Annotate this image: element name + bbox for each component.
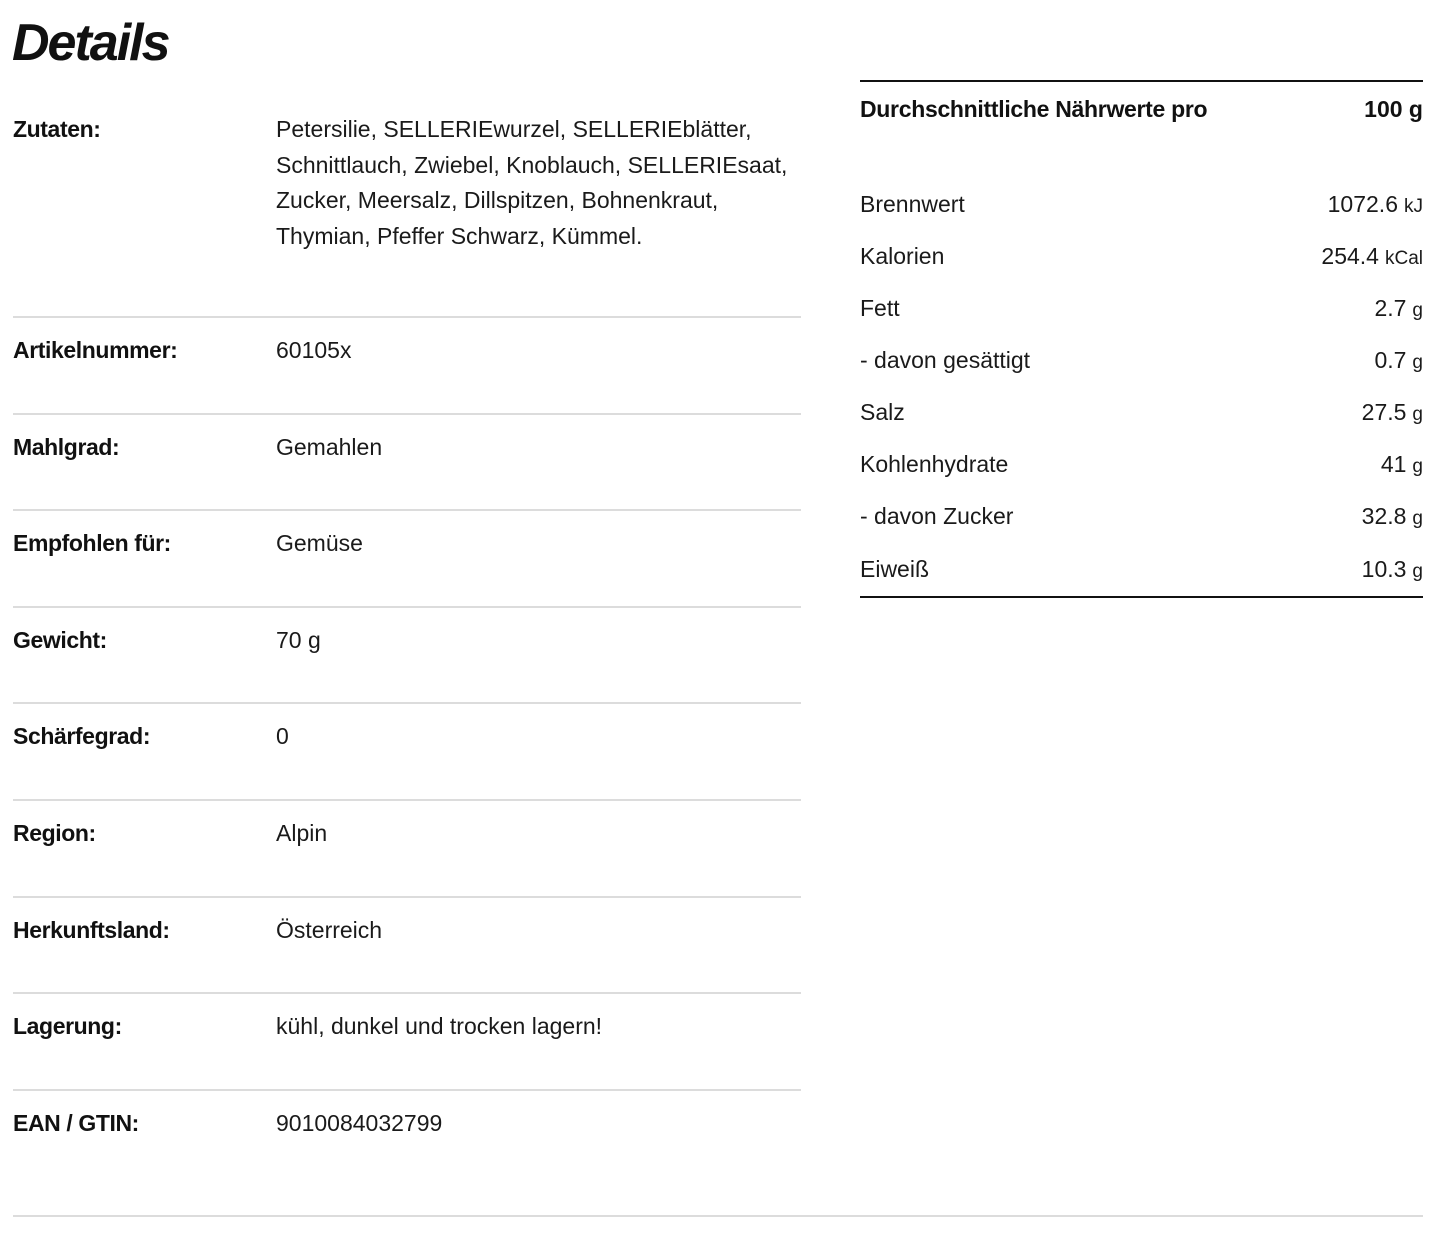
details-row-ean [13,1091,801,1188]
details-label: Artikelnummer: [13,337,178,363]
nutrition-amount: 1072.6 [1327,190,1398,217]
details-label: Region: [13,819,96,846]
nutrition-amount: 254.4 [1321,242,1379,269]
details-label: Herkunftsland: [13,916,170,943]
nutrition-unit: kCal [1384,247,1423,269]
details-value: Österreich [276,916,383,943]
nutrition-value [1362,556,1423,583]
nutrition-label: Brennwert [860,190,965,217]
details-label: EAN / GTIN: [13,1109,139,1136]
nutrition-header-label: Durchschnittliche Nährwerte pro [860,96,1208,122]
details-value: Alpin [276,819,328,846]
nutrition-value [1362,399,1423,426]
nutrition-unit: g [1412,455,1423,477]
details-label: Empfohlen für: [13,530,171,557]
details-table [13,96,801,1187]
nutrition-row-fett [860,282,1423,334]
details-row-herkunftsland [13,898,801,995]
nutrition-amount: 32.8 [1361,502,1407,529]
nutrition-amount: 41 [1380,450,1407,477]
details-value: Gemahlen [276,433,383,460]
nutrition-label: Eiweiß [860,555,930,582]
nutrition-row-salz [860,386,1423,438]
nutrition-label: - davon Zucker [860,502,1014,529]
nutrition-value [1328,191,1423,218]
details-label: Mahlgrad: [13,433,120,460]
details-label: Schärfegrad: [13,723,151,750]
nutrition-unit: g [1412,351,1423,373]
nutrition-row-gesaettigt [860,334,1423,386]
nutrition-label: Salz [860,398,905,425]
nutrition-header [860,82,1423,178]
nutrition-table [860,80,1423,598]
details-label: Gewicht: [13,626,107,653]
page-title: Details [12,14,169,72]
details-row-region [13,801,801,898]
nutrition-row-brennwert [860,178,1423,230]
nutrition-value [1374,347,1423,374]
nutrition-value [1381,451,1423,478]
bottom-divider [13,1215,1423,1217]
details-row-schaerfegrad [13,704,801,801]
nutrition-unit: kJ [1404,195,1423,217]
nutrition-amount: 27.5 [1361,398,1407,425]
details-value: kühl, dunkel und trocken lagern! [276,1013,603,1040]
nutrition-label: - davon gesättigt [860,346,1031,373]
nutrition-value [1362,503,1423,530]
details-value: 9010084032799 [276,1109,443,1136]
nutrition-row-zucker [860,490,1423,542]
details-value: 60105x [276,337,352,363]
nutrition-unit: g [1412,299,1423,321]
nutrition-amount: 10.3 [1361,555,1407,582]
nutrition-amount: 0.7 [1374,346,1407,373]
details-value: 0 [276,723,289,750]
nutrition-row-eiweiss [860,542,1423,596]
nutrition-label: Kohlenhydrate [860,450,1009,477]
details-row-empfohlen [13,511,801,608]
nutrition-row-kohlenhydrate [860,438,1423,490]
nutrition-unit: g [1412,560,1423,582]
nutrition-value [1374,295,1423,322]
details-value: 70 g [276,626,321,653]
details-row-zutaten [13,96,801,318]
details-value: Gemüse [276,530,363,557]
nutrition-unit: g [1412,403,1423,425]
nutrition-row-kalorien [860,230,1423,282]
nutrition-value [1321,243,1423,270]
details-row-lagerung [13,994,801,1091]
nutrition-label: Kalorien [860,242,945,269]
details-row-gewicht [13,608,801,705]
details-row-artikelnummer [13,318,801,415]
nutrition-label: Fett [860,294,900,321]
nutrition-header-value: 100 g [1364,96,1423,122]
details-label: Lagerung: [13,1013,122,1040]
nutrition-amount: 2.7 [1374,294,1407,321]
details-value: Petersilie, SELLERIEwurzel, SELLERIEblätter, Schnittlauch, Zwiebel, Knoblauch, SELLERIEsaat, Zucker, Meersalz, Dillspitzen, Bohnenkraut, Thymian, Pfeffer Schwarz, Kümmel. [276,116,788,249]
details-label: Zutaten: [13,116,101,142]
nutrition-unit: g [1412,507,1423,529]
details-row-mahlgrad [13,415,801,512]
